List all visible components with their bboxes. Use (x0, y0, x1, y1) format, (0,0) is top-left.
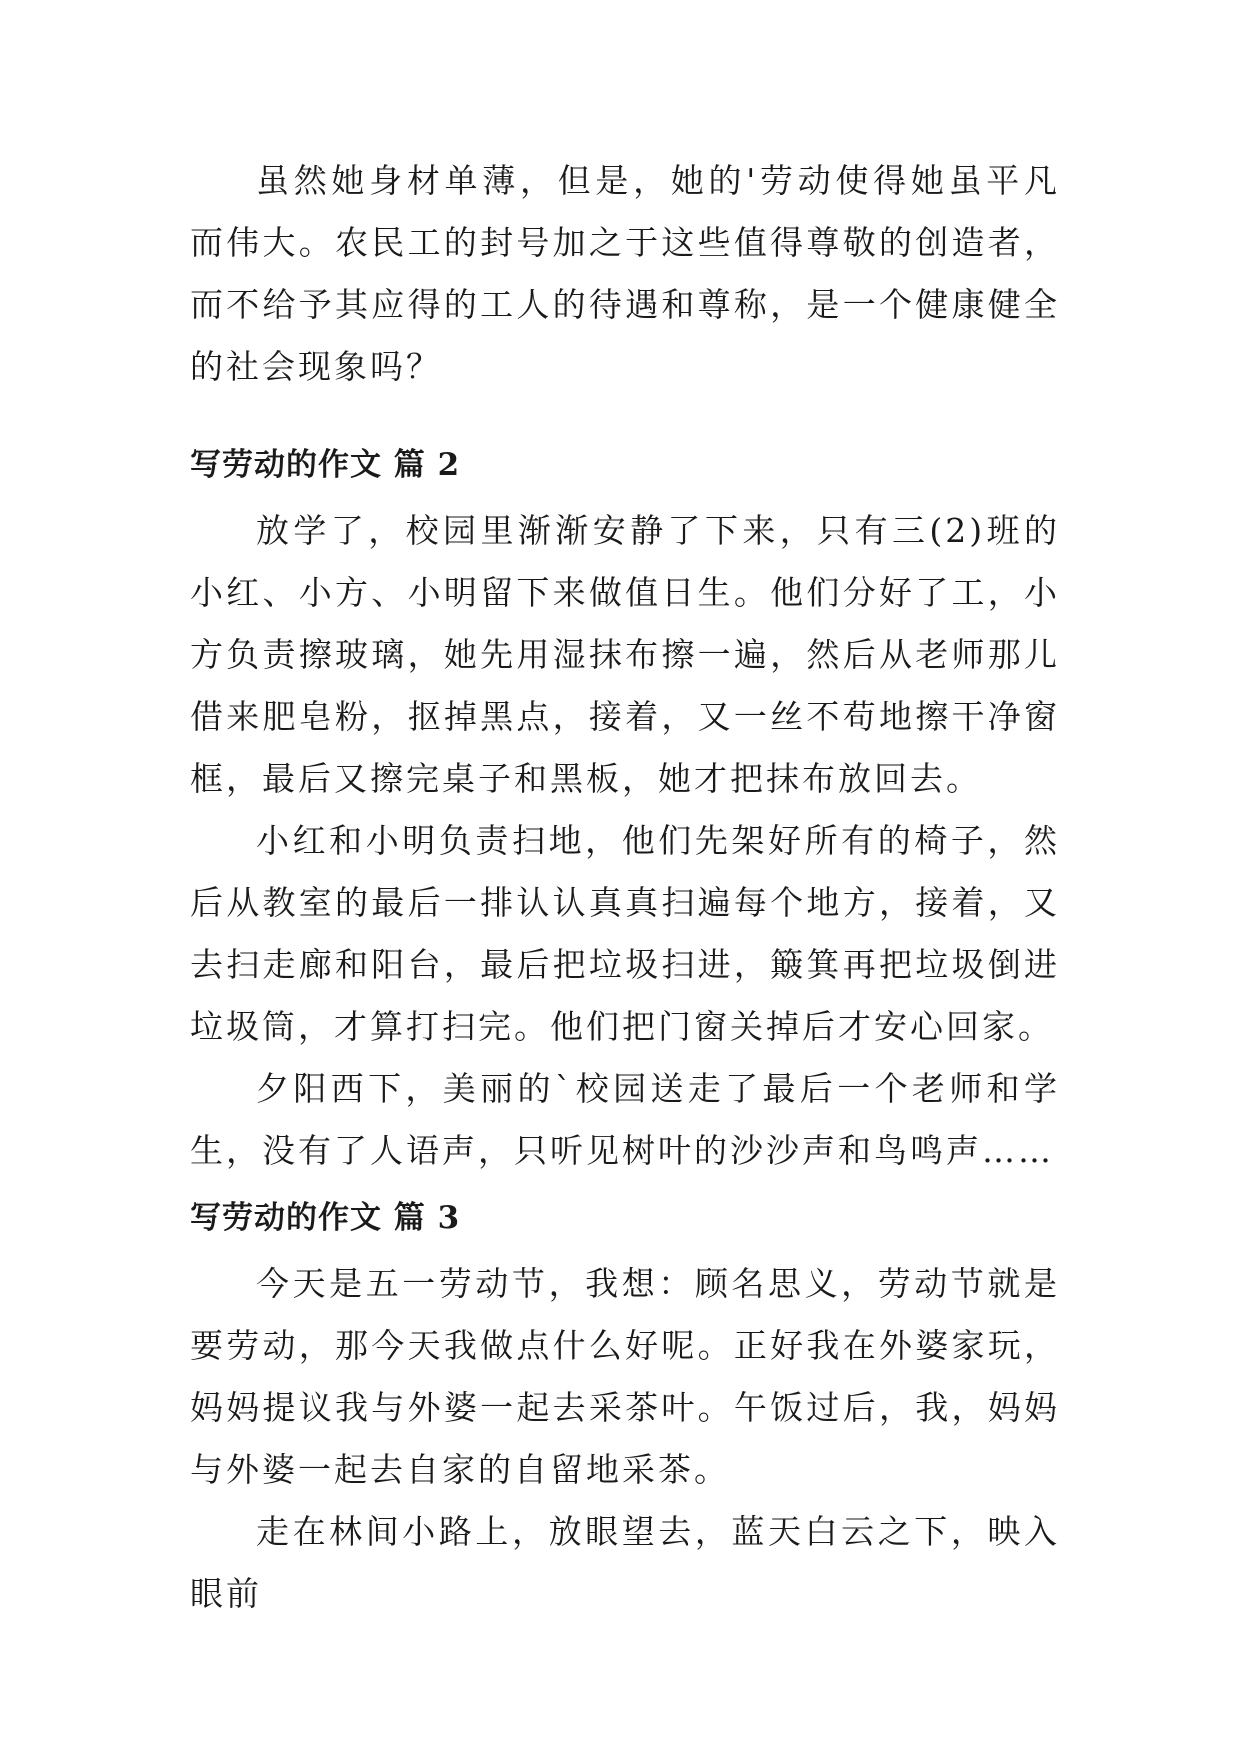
paragraph: 今天是五一劳动节，我想：顾名思义，劳动节就是要劳动，那今天我做点什么好呢。正好我在外婆家玩，妈妈提议我与外婆一起去采茶叶。午饭过后，我，妈妈与外婆一起去自家的自留地采茶。 (190, 1264, 1060, 1489)
paragraph: 走在林间小路上，放眼望去，蓝天白云之下，映入眼前 (190, 1512, 1060, 1613)
section-2-heading: 写劳动的作文 篇 2 (190, 447, 461, 483)
paragraph: 小红和小明负责扫地，他们先架好所有的椅子，然后从教室的最后一排认认真真扫遍每个地方，接着，又去扫走廊和阳台，最后把垃圾扫进，簸箕再把垃圾倒进垃圾筒，才算打扫完。他们把门窗关掉后才安心回家。 (190, 821, 1060, 1046)
section-3-heading: 写劳动的作文 篇 3 (190, 1200, 461, 1236)
section-2-body (190, 500, 1060, 1182)
section-3-body (190, 1253, 1060, 1625)
paragraph: 虽然她身材单薄，但是，她的'劳动使得她虽平凡而伟大。农民工的封号加之于这些值得尊敬的创造者，而不给予其应得的工人的待遇和尊称，是一个健康健全的社会现象吗？ (190, 161, 1060, 386)
paragraph: 夕阳西下，美丽的`校园送走了最后一个老师和学生，没有了人语声，只听见树叶的沙沙声和鸟鸣声…… (190, 1069, 1060, 1170)
section-1-body (190, 150, 1060, 398)
paragraph: 放学了，校园里渐渐安静了下来，只有三(2)班的小红、小方、小明留下来做值日生。他们分好了工，小方负责擦玻璃，她先用湿抹布擦一遍，然后从老师那儿借来肥皂粉，抠掉黑点，接着，又一丝不苟地擦干净窗框，最后又擦完桌子和黑板，她才把抹布放回去。 (190, 511, 1060, 798)
